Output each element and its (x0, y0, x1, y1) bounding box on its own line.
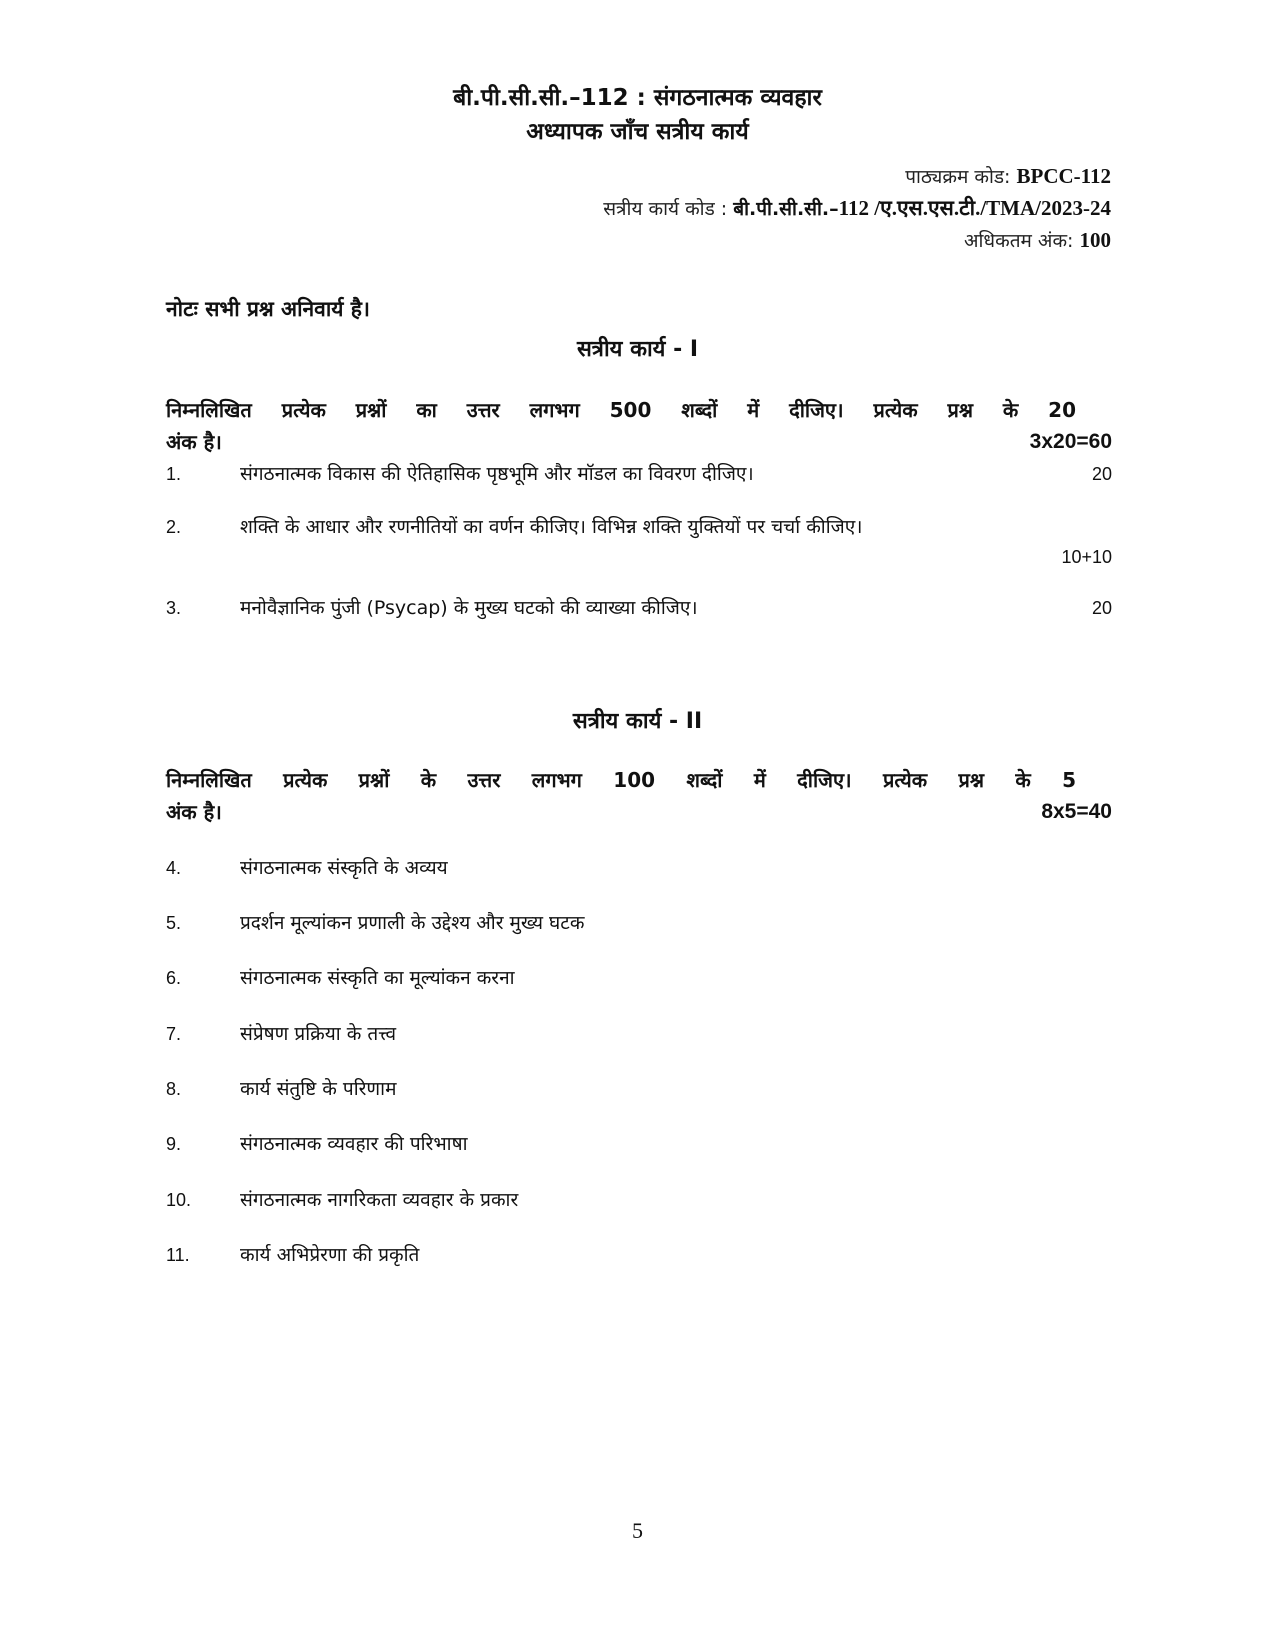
section-instruction-2 (166, 764, 1112, 828)
instruction-text: निम्नलिखित प्रत्येक प्रश्नों का उत्तर लगभग 500 शब्दों में दीजिए। प्रत्येक प्रश्न के 20 (166, 398, 1076, 422)
question-number: 10. (166, 1190, 192, 1210)
instruction-text: निम्नलिखित प्रत्येक प्रश्नों के उत्तर लगभग 100 शब्दों में दीजिए। प्रत्येक प्रश्न के 5 (166, 768, 1076, 792)
question-text: कार्य अभिप्रेरणा की प्रकृति (240, 1244, 420, 1266)
max-marks-label: अधिकतम अंक: (963, 230, 1074, 252)
section-total-marks: 8x5=40 (1041, 800, 1112, 823)
question-number: 1. (166, 464, 182, 484)
question-text: कार्य संतुष्टि के परिणाम (240, 1078, 397, 1100)
question-text: संगठनात्मक संस्कृति के अव्यय (240, 857, 448, 879)
assignment-code (603, 194, 1111, 223)
question-number: 4. (166, 858, 182, 878)
question-number: 7. (166, 1024, 182, 1044)
course-code-value: BPCC-112 (1016, 164, 1111, 188)
question-text: संगठनात्मक नागरिकता व्यवहार के प्रकार (240, 1189, 519, 1211)
question-number: 11. (166, 1245, 190, 1265)
question-number: 5. (166, 913, 182, 933)
max-marks (964, 226, 1111, 255)
assignment-code-label: सत्रीय कार्य कोड : (603, 198, 728, 220)
question-text: संगठनात्मक संस्कृति का मूल्यांकन करना (240, 967, 515, 989)
question-item (166, 512, 1112, 572)
note: नोटः सभी प्रश्न अनिवार्य है। (166, 297, 370, 321)
assignment-code-value: 112 /ए.एस.एस.टी./TMA/2023-24 (838, 196, 1111, 220)
section-heading-1: सत्रीय कार्य - I (576, 337, 699, 362)
question-number: 6. (166, 968, 182, 988)
question-text: मनोवैज्ञानिक पुंजी (Psycap) के मुख्य घटको की व्याख्या कीजिए। (240, 597, 698, 619)
question-marks: 20 (1091, 464, 1112, 484)
instruction-text-cont: अंक है। (166, 800, 222, 824)
course-code (905, 162, 1111, 191)
section-instruction-1 (166, 394, 1112, 458)
question-marks: 20 (1091, 598, 1112, 618)
question-number: 8. (166, 1079, 182, 1099)
question-text: संगठनात्मक विकास की ऐतिहासिक पृष्ठभूमि और मॉडल का विवरण दीजिए। (240, 463, 754, 485)
question-text: संप्रेषण प्रक्रिया के तत्त्व (240, 1023, 397, 1045)
question-number: 3. (166, 598, 182, 618)
page-number: 5 (632, 1518, 643, 1543)
document-subtitle: अध्यापक जाँच सत्रीय कार्य (526, 119, 749, 145)
question-number: 2. (166, 517, 182, 537)
section-heading-2: सत्रीय कार्य - II (572, 709, 703, 734)
question-text: शक्ति के आधार और रणनीतियों का वर्णन कीजिए। विभिन्न शक्ति युक्तियों पर चर्चा कीजिए। (240, 516, 863, 538)
document-title: बी.पी.सी.सी.–112 : संगठनात्मक व्यवहार (453, 85, 822, 111)
course-code-label: पाठ्यक्रम कोड: (905, 166, 1011, 188)
instruction-text-cont: अंक है। (166, 430, 222, 454)
question-marks: 10+10 (1061, 547, 1112, 567)
question-text: प्रदर्शन मूल्यांकन प्रणाली के उद्देश्य और मुख्य घटक (240, 912, 585, 934)
assignment-code-value-deva: बी.पी.सी.सी.– (733, 198, 839, 220)
question-text: संगठनात्मक व्यवहार की परिभाषा (240, 1133, 468, 1155)
question-number: 9. (166, 1134, 182, 1154)
section-total-marks: 3x20=60 (1029, 430, 1112, 453)
max-marks-value: 100 (1079, 228, 1111, 252)
